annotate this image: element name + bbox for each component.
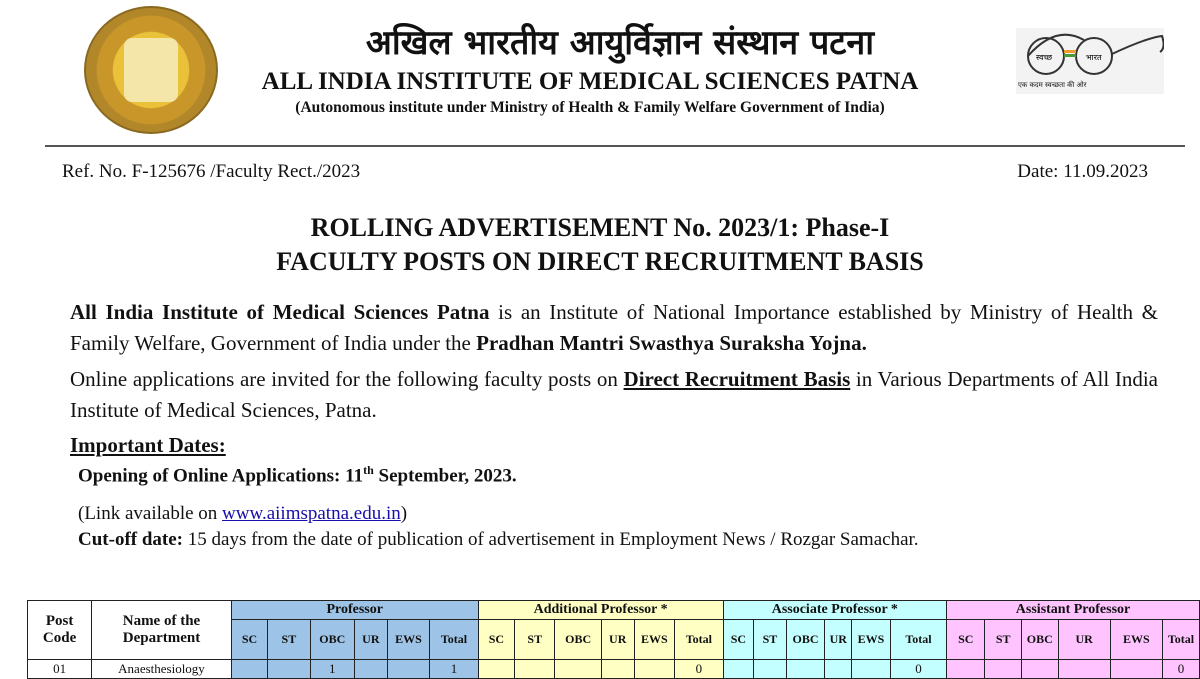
institute-name: All India Institute of Medical Sciences Patna bbox=[70, 300, 490, 324]
department-header: Name of the Department bbox=[92, 601, 232, 660]
subcol-header-ews: EWS bbox=[387, 620, 430, 660]
invite-text: Online applications are invited for the following faculty posts on bbox=[70, 367, 624, 391]
subcol-header-sc: SC bbox=[723, 620, 754, 660]
subcol-header-st: ST bbox=[268, 620, 310, 660]
count-cell: 0 bbox=[890, 660, 946, 679]
group-header-additional-professor: Additional Professor * bbox=[478, 601, 723, 620]
recruitment-basis: Direct Recruitment Basis bbox=[623, 367, 851, 391]
count-cell bbox=[947, 660, 985, 679]
count-cell: 0 bbox=[675, 660, 723, 679]
subcol-header-ur: UR bbox=[601, 620, 634, 660]
count-cell bbox=[478, 660, 514, 679]
subcol-header-total: Total bbox=[1163, 620, 1200, 660]
count-cell bbox=[634, 660, 675, 679]
hindi-title: अखिल भारतीय आयुर्विज्ञान संस्थान पटना bbox=[365, 23, 875, 63]
subcol-header-sc: SC bbox=[478, 620, 514, 660]
group-header-professor: Professor bbox=[231, 601, 478, 620]
swachh-tagline: एक कदम स्वच्छता की ओर bbox=[1018, 81, 1087, 89]
subcol-header-obc: OBC bbox=[1021, 620, 1058, 660]
subcol-header-ur: UR bbox=[825, 620, 852, 660]
subcol-header-total: Total bbox=[430, 620, 478, 660]
intro-text: is an Institute of National Importance established by Ministry of Health & Family Welfare, Government of India under the bbox=[70, 300, 1158, 355]
advertisement-subtitle: FACULTY POSTS ON DIRECT RECRUITMENT BASIS bbox=[276, 247, 924, 276]
subcol-header-obc: OBC bbox=[786, 620, 825, 660]
intro-paragraph bbox=[70, 297, 1158, 359]
count-cell bbox=[268, 660, 310, 679]
subcol-header-obc: OBC bbox=[310, 620, 355, 660]
count-cell bbox=[515, 660, 555, 679]
aiims-emblem-logo bbox=[84, 6, 218, 134]
subcol-header-ews: EWS bbox=[1110, 620, 1162, 660]
subcol-header-st: ST bbox=[515, 620, 555, 660]
subtitle: (Autonomous institute under Ministry of Health & Family Welfare Government of India) bbox=[295, 99, 885, 116]
count-cell bbox=[852, 660, 891, 679]
svg-text:भारत: भारत bbox=[1086, 53, 1102, 62]
count-cell bbox=[555, 660, 601, 679]
subcol-header-ur: UR bbox=[1058, 620, 1110, 660]
subcol-header-ews: EWS bbox=[634, 620, 675, 660]
count-cell bbox=[1110, 660, 1162, 679]
subcol-header-sc: SC bbox=[231, 620, 267, 660]
group-header-associate-professor: Associate Professor * bbox=[723, 601, 947, 620]
count-cell bbox=[355, 660, 388, 679]
subcol-header-st: ST bbox=[754, 620, 787, 660]
document-date: Date: 11.09.2023 bbox=[1017, 161, 1148, 182]
count-cell bbox=[985, 660, 1021, 679]
group-header-assistant-professor: Assistant Professor bbox=[947, 601, 1200, 620]
cutoff-text: 15 days from the date of publication of advertisement in Employment News / Rozgar Samachar. bbox=[183, 529, 919, 550]
subcol-header-ur: UR bbox=[355, 620, 388, 660]
invite-paragraph bbox=[70, 364, 1158, 426]
opening-label: Opening of Online Applications: 11 bbox=[78, 465, 364, 487]
department-cell: Anaesthesiology bbox=[92, 660, 232, 679]
count-cell bbox=[1021, 660, 1058, 679]
count-cell: 1 bbox=[310, 660, 355, 679]
opening-sup: th bbox=[363, 463, 374, 477]
count-cell bbox=[1058, 660, 1110, 679]
invite-text-end: in Various Departments of All India Institute of Medical Sciences, Patna. bbox=[70, 367, 1158, 422]
subcol-header-st: ST bbox=[985, 620, 1021, 660]
count-cell bbox=[601, 660, 634, 679]
subcol-header-total: Total bbox=[675, 620, 723, 660]
subcol-header-total: Total bbox=[890, 620, 946, 660]
count-cell bbox=[786, 660, 825, 679]
swachh-bharat-logo bbox=[1016, 28, 1164, 94]
svg-text:स्वच्छ: स्वच्छ bbox=[1036, 53, 1053, 62]
count-cell: 1 bbox=[430, 660, 478, 679]
link-suffix: ) bbox=[400, 503, 408, 524]
subcol-header-sc: SC bbox=[947, 620, 985, 660]
post-code-header: Post Code bbox=[28, 601, 92, 660]
header-divider bbox=[45, 145, 1185, 147]
faculty-posts-table bbox=[27, 600, 1200, 679]
count-cell: 0 bbox=[1163, 660, 1200, 679]
count-cell bbox=[825, 660, 852, 679]
count-cell bbox=[754, 660, 787, 679]
link-prefix: (Link available on bbox=[78, 503, 223, 524]
advertisement-title: ROLLING ADVERTISEMENT No. 2023/1: Phase-I bbox=[310, 213, 890, 242]
reference-number: Ref. No. F-125676 /Faculty Rect./2023 bbox=[62, 161, 361, 182]
subcol-header-obc: OBC bbox=[555, 620, 601, 660]
scheme-name: Pradhan Mantri Swasthya Suraksha Yojna. bbox=[476, 331, 867, 355]
link-line bbox=[78, 503, 407, 525]
cutoff-label: Cut-off date: bbox=[78, 529, 184, 550]
count-cell bbox=[387, 660, 430, 679]
opening-date bbox=[78, 463, 517, 487]
count-cell bbox=[723, 660, 754, 679]
important-dates-heading: Important Dates: bbox=[70, 433, 226, 457]
cutoff-line bbox=[78, 529, 919, 551]
post-code-cell: 01 bbox=[28, 660, 92, 679]
table-row bbox=[28, 660, 1200, 679]
subcol-header-ews: EWS bbox=[852, 620, 891, 660]
website-link[interactable]: www.aiimspatna.edu.in bbox=[222, 503, 401, 524]
english-title: ALL INDIA INSTITUTE OF MEDICAL SCIENCES PATNA bbox=[261, 68, 919, 95]
opening-rest: September, 2023. bbox=[373, 465, 517, 487]
count-cell bbox=[231, 660, 267, 679]
